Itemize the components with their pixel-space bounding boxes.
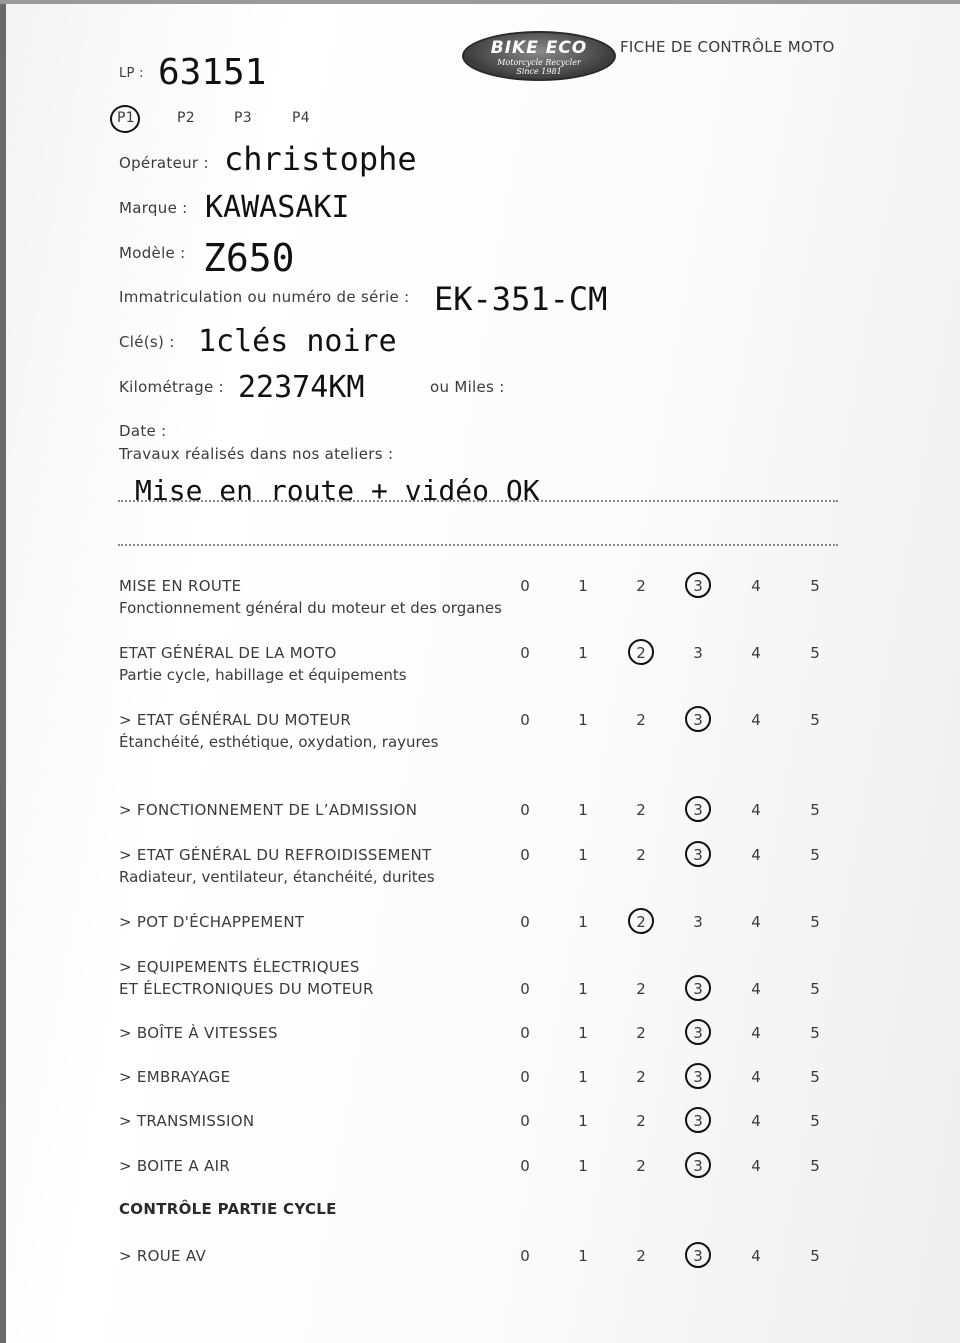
score-option-3: 3: [693, 644, 703, 662]
bike-eco-logo: BIKE ECO Motorcycle Recycler Since 1981: [462, 31, 616, 81]
kilometrage-label: Kilométrage :: [119, 378, 224, 396]
score-selected-circle: [685, 975, 711, 1001]
score-option-0: 0: [520, 644, 530, 662]
marque-value: KAWASAKI: [205, 190, 350, 225]
cycle-row-title: > ROUE AV: [119, 1247, 207, 1265]
score-selected-circle: [685, 1242, 711, 1268]
score-option-5: 5: [810, 1024, 820, 1042]
score-option-1: 1: [578, 1112, 588, 1130]
modele-label: Modèle :: [119, 244, 186, 262]
score-option-4: 4: [751, 1024, 761, 1042]
score-option-1: 1: [578, 846, 588, 864]
score-option-0: 0: [520, 801, 530, 819]
score-option-0: 0: [520, 1247, 530, 1265]
score-option-3: 3: [693, 801, 703, 819]
score-option-3: 3: [693, 1112, 703, 1130]
lp-value: 63151: [158, 52, 267, 93]
score-option-5: 5: [810, 644, 820, 662]
score-option-1: 1: [578, 1247, 588, 1265]
score-option-4: 4: [751, 846, 761, 864]
score-option-5: 5: [810, 1157, 820, 1175]
rating-row-subtitle: Radiateur, ventilateur, étanchéité, durites: [119, 868, 435, 886]
position-p2: P2: [177, 110, 195, 126]
score-option-5: 5: [810, 1112, 820, 1130]
score-option-5: 5: [810, 801, 820, 819]
score-selected-circle: [685, 841, 711, 867]
cles-label: Clé(s) :: [119, 333, 175, 351]
score-option-1: 1: [578, 644, 588, 662]
score-option-3: 3: [693, 577, 703, 595]
rating-row-title: > EMBRAYAGE: [119, 1068, 231, 1086]
score-option-0: 0: [520, 1068, 530, 1086]
rating-row-title: > BOITE A AIR: [119, 1157, 231, 1175]
score-option-4: 4: [751, 801, 761, 819]
rating-row-title: > ETAT GÉNÉRAL DU REFROIDISSEMENT: [119, 846, 432, 864]
rating-row-subtitle: Fonctionnement général du moteur et des organes: [119, 599, 502, 617]
rating-row-title: > ETAT GÉNÉRAL DU MOTEUR: [119, 711, 352, 729]
operateur-value: christophe: [224, 140, 417, 178]
score-option-0: 0: [520, 1157, 530, 1175]
rating-row-subtitle: Étanchéité, esthétique, oxydation, rayures: [119, 733, 439, 751]
score-option-4: 4: [751, 1157, 761, 1175]
marque-label: Marque :: [119, 199, 188, 217]
score-option-4: 4: [751, 980, 761, 998]
position-p3: P3: [234, 110, 252, 126]
score-option-2: 2: [636, 1024, 646, 1042]
score-option-2: 2: [636, 577, 646, 595]
score-option-1: 1: [578, 711, 588, 729]
rating-row-title: > BOÎTE À VITESSES: [119, 1024, 278, 1042]
score-option-5: 5: [810, 711, 820, 729]
score-option-4: 4: [751, 1247, 761, 1265]
rating-row-subtitle: Partie cycle, habillage et équipements: [119, 666, 407, 684]
score-option-4: 4: [751, 913, 761, 931]
rating-row-title-line2: ET ÉLECTRONIQUES DU MOTEUR: [119, 980, 374, 998]
score-option-5: 5: [810, 577, 820, 595]
rating-row-title: > TRANSMISSION: [119, 1112, 255, 1130]
immatriculation-value: EK-351-CM: [434, 280, 608, 318]
form-title: FICHE DE CONTRÔLE MOTO: [620, 38, 835, 56]
score-option-5: 5: [810, 980, 820, 998]
score-option-4: 4: [751, 1112, 761, 1130]
rating-row-title: MISE EN ROUTE: [119, 577, 242, 595]
travaux-label: Travaux réalisés dans nos ateliers :: [119, 445, 394, 463]
score-option-3: 3: [693, 846, 703, 864]
score-option-3: 3: [693, 711, 703, 729]
score-selected-circle: [685, 1107, 711, 1133]
score-option-2: 2: [636, 711, 646, 729]
rating-row-title: > FONCTIONNEMENT DE L’ADMISSION: [119, 801, 418, 819]
score-option-2: 2: [636, 980, 646, 998]
score-option-5: 5: [810, 846, 820, 864]
score-option-4: 4: [751, 1068, 761, 1086]
score-option-2: 2: [636, 1068, 646, 1086]
rating-row-title: > POT D'ÉCHAPPEMENT: [119, 913, 305, 931]
score-option-1: 1: [578, 801, 588, 819]
score-option-1: 1: [578, 577, 588, 595]
score-option-0: 0: [520, 1112, 530, 1130]
score-option-5: 5: [810, 913, 820, 931]
score-option-2: 2: [636, 1247, 646, 1265]
score-selected-circle: [685, 1019, 711, 1045]
score-option-4: 4: [751, 644, 761, 662]
travaux-value: Mise en route + vidéo OK: [135, 474, 540, 507]
score-option-3: 3: [693, 1247, 703, 1265]
operateur-label: Opérateur :: [119, 154, 209, 172]
score-option-1: 1: [578, 1068, 588, 1086]
score-selected-circle: [628, 908, 654, 934]
date-label: Date :: [119, 422, 167, 440]
immatriculation-label: Immatriculation ou numéro de série :: [119, 288, 410, 306]
score-option-1: 1: [578, 913, 588, 931]
page-edge-left: [0, 0, 6, 1343]
score-option-3: 3: [693, 980, 703, 998]
lp-label: LP :: [119, 66, 144, 81]
section-partie-cycle: CONTRÔLE PARTIE CYCLE: [119, 1200, 337, 1218]
score-option-3: 3: [693, 1024, 703, 1042]
score-option-5: 5: [810, 1068, 820, 1086]
miles-label: ou Miles :: [430, 378, 505, 396]
score-option-5: 5: [810, 1247, 820, 1265]
score-selected-circle: [685, 796, 711, 822]
page-edge-top: [0, 0, 960, 4]
score-option-2: 2: [636, 801, 646, 819]
position-p4: P4: [292, 110, 310, 126]
score-option-1: 1: [578, 1157, 588, 1175]
score-option-2: 2: [636, 1112, 646, 1130]
score-option-0: 0: [520, 846, 530, 864]
score-selected-circle: [685, 706, 711, 732]
score-option-2: 2: [636, 913, 646, 931]
score-selected-circle: [628, 639, 654, 665]
travaux-line-1: [118, 500, 838, 502]
score-option-3: 3: [693, 1068, 703, 1086]
score-option-0: 0: [520, 913, 530, 931]
score-option-3: 3: [693, 913, 703, 931]
score-option-0: 0: [520, 711, 530, 729]
score-option-2: 2: [636, 846, 646, 864]
position-p1: P1: [117, 110, 135, 126]
score-option-4: 4: [751, 577, 761, 595]
score-option-1: 1: [578, 980, 588, 998]
kilometrage-value: 22374KM: [238, 370, 365, 405]
score-option-3: 3: [693, 1157, 703, 1175]
score-option-1: 1: [578, 1024, 588, 1042]
score-option-0: 0: [520, 1024, 530, 1042]
score-selected-circle: [685, 1152, 711, 1178]
score-option-2: 2: [636, 644, 646, 662]
travaux-line-2: [118, 544, 838, 546]
score-option-0: 0: [520, 577, 530, 595]
rating-row-title: ETAT GÉNÉRAL DE LA MOTO: [119, 644, 337, 662]
modele-value: Z650: [203, 236, 295, 280]
score-option-0: 0: [520, 980, 530, 998]
rating-row-title: > EQUIPEMENTS ÉLECTRIQUES: [119, 958, 360, 976]
score-option-2: 2: [636, 1157, 646, 1175]
score-option-4: 4: [751, 711, 761, 729]
score-selected-circle: [685, 1063, 711, 1089]
cles-value: 1clés noire: [198, 324, 397, 359]
score-selected-circle: [685, 572, 711, 598]
